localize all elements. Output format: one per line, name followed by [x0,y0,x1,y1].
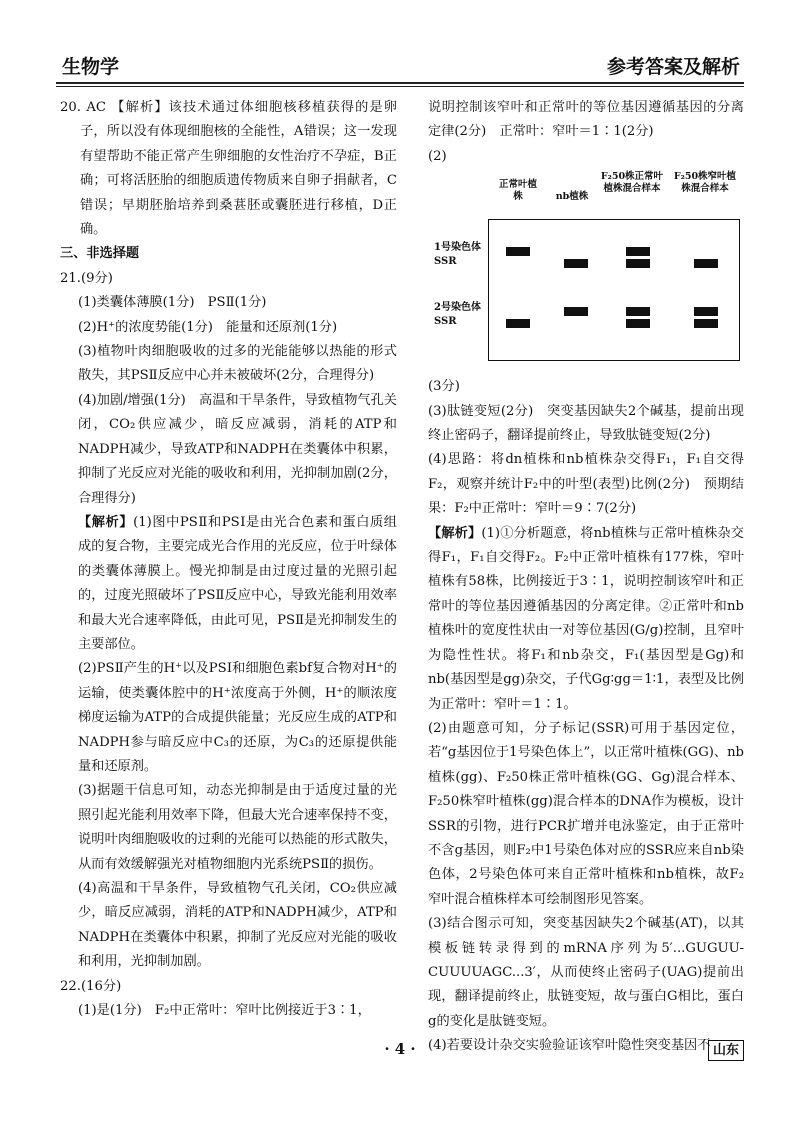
q22-analysis-1-text: (1)①分析题意，将nb植株与正常叶植株杂交得F₁，F₁自交得F₂。F₂中正常叶植株有177株，窄叶植株有58株，比例接近于3∶1，说明控制该窄叶和正常叶的等位基因遵循基因的分离定律。②正常叶和nb植株叶的宽度性状由一对等位基因(G/g)控制，且窄叶为隐性性状。将F₁和nb杂交，F₁(基因型是Gg)和nb(基因型是gg)杂交，子代Gg∶gg＝1∶1，表型及比例为正常叶：窄叶＝1∶1。 [428,525,744,712]
band-nb-chr2 [564,307,588,316]
q22-answer-1-cont: 说明控制该窄叶和正常叶的等位基因遵循基因的分离定律(2分) 正常叶：窄叶＝1∶1(2分) [428,100,744,140]
answer-title: 参考答案及解析 [606,56,740,78]
q22-answer-3: (3)肽链变短(2分) 突变基因缺失2个碱基，提前出现终止密码子，翻译提前终止，导致肽链变短(2分) [428,403,744,444]
q22-analysis-1 [428,522,744,717]
q21-answer-1: (1)类囊体薄膜(1分) PSⅡ(1分) [78,295,267,311]
band-f2normal-chr2-lower [626,319,650,328]
q21-answer-3: (3)植物叶肉细胞吸收的过多的光能能够以热能的形式散失，其PSⅡ反应中心并未被破坏(2分，合理得分) [78,344,397,384]
page-number: · 4 · [384,1040,416,1058]
band-f2normal-chr1-lower [626,259,650,268]
q21-analysis-2: (2)PSⅡ产生的H⁺以及PSⅠ和细胞色素bf复合物对H⁺的运输，使类囊体腔中的H⁺浓度高于外侧，H⁺的顺浓度梯度运输为ATP的合成提供能量；光反应生成的ATP和NADPH参与暗反应中C₃的还原，为C₃的还原提供能量和还原剂。 [78,661,397,774]
analysis-label-right: 【解析】 [428,525,482,541]
row-label-chr1: 1号染色体SSR [434,242,481,268]
q21-answer-2: (2)H⁺的浓度势能(1分) 能量和还原剂(1分) [78,319,338,335]
q21-analysis-1 [60,511,397,657]
subject-title: 生物学 [62,56,120,78]
diagram-score: (3分) [428,379,460,395]
q22-analysis-4: (4)若要设计杂交实验验证该窄叶隐性突变基因不 [428,1038,711,1054]
band-f2normal-chr1-upper [626,247,650,256]
col-header-f2-normal: F₂50株正常叶植株混合样本 [600,171,664,195]
band-f2normal-chr2-upper [626,307,650,316]
q21-heading: 21.(9分) [60,270,113,286]
band-f2narrow-chr2-upper [694,307,718,316]
header-rule-thin [56,86,744,87]
right-column [428,96,744,1059]
q22-answer-1: (1)是(1分) F₂中正常叶：窄叶比例接近于3∶1， [78,1003,371,1019]
section-heading: 三、非选择题 [60,246,140,262]
band-normal-chr2 [506,319,530,328]
q22-answer-4: (4)思路：将dn植株和nb植株杂交得F₁，F₁自交得F₂，观察并统计F₂中的叶型(表型)比例(2分) 预期结果：F₂中正常叶：窄叶＝9∶7(2分) [428,452,744,517]
band-nb-chr1 [564,259,588,268]
q22-answer-2-label: (2) [428,148,447,164]
q21-answer-4: (4)加剧/增强(1分) 高温和干旱条件，导致植物气孔关闭，CO₂供应减少，暗反应减弱，消耗的ATP和NADPH减少，导致ATP和NADPH在类囊体中积累，抑制了光反应对光能的吸收和利用，光抑制加剧(2分，合理得分) [78,392,397,506]
band-normal-chr1 [506,247,530,256]
header-rule [56,82,744,84]
q21-analysis-1-text: (1)图中PSⅡ和PSⅠ是由光合色素和蛋白质组成的复合物，主要完成光合作用的光反应，位于叶绿体的类囊体薄膜上。慢光抑制是由过度过量的光照引起的，过度光照破坏了PSⅡ反应中心，导致光能利用效率和最大光合速率降低，由此可见，PSⅡ是光抑制发生的主要部位。 [78,514,397,652]
col-header-f2-narrow: F₂50株窄叶植株混合样本 [673,171,737,195]
q22-analysis-2: (2)由题意可知，分子标记(SSR)可用于基因定位，若“g基因位于1号染色体上”，以正常叶植株(GG)、nb植株(gg)、F₂50株正常叶植株(GG、Gg)混合样本、F₂50株窄叶植株(gg)混合样本的DNA作为模板，设计SSR的引物，进行PCR扩增并电泳鉴定，由于正常叶不含g基因，则F₂中1号染色体对应的SSR应来自nb染色体，2号染色体可来自正常叶植株和nb植株，故F₂窄叶混合植株样本可绘制图形见答案。 [428,720,744,907]
band-f2narrow-chr2-lower [694,319,718,328]
gel-box [488,219,740,361]
ssr-electrophoresis-diagram [428,171,744,371]
q20-answer: 20. AC 【解析】该技术通过体细胞核移植获得的是卵子，所以没有体现细胞核的全能性，A错误；这一发现有望帮助不能正常产生卵细胞的女性治疗不孕症，B正确；可将活胚胎的细胞质遗传物质来自卵子捐献者，C错误；早期胚胎培养到桑葚胚或囊胚进行移植，D正确。 [60,100,397,238]
page-header [56,52,744,82]
q21-analysis-3: (3)据题干信息可知，动态光抑制是由于适度过量的光照引起光能利用效率下降，但最大光合速率保持不变，说明叶肉细胞吸收的过剩的光能可以热能的形式散失，从而有效缓解强光对植物细胞内光系统PSⅡ的损伤。 [78,783,397,872]
col-header-nb: nb植株 [555,191,589,203]
region-tag: 山东 [708,1040,744,1061]
q22-heading: 22.(16分) [60,978,122,994]
analysis-label: 【解析】 [78,514,134,530]
band-f2narrow-chr1 [694,259,718,268]
q22-analysis-3: (3)结合图示可知，突变基因缺失2个碱基(AT)，以其模板链转录得到的mRNA序列为5′...GUGUU-CUUUUAGC...3′，从而使终止密码子(UAG)提前出现，翻译提前终止，肽链变短，故与蛋白G相比，蛋白g的变化是肽链变短。 [428,916,744,1029]
col-header-normal: 正常叶植株 [498,179,537,203]
left-column [60,96,397,1023]
row-label-chr2: 2号染色体SSR [434,302,481,328]
q21-analysis-4: (4)高温和干旱条件，导致植物气孔关闭，CO₂供应减少，暗反应减弱，消耗的ATP和NADPH减少，ATP和NADPH在类囊体中积累，抑制了光反应对光能的吸收和利用，光抑制加剧。 [78,881,397,970]
